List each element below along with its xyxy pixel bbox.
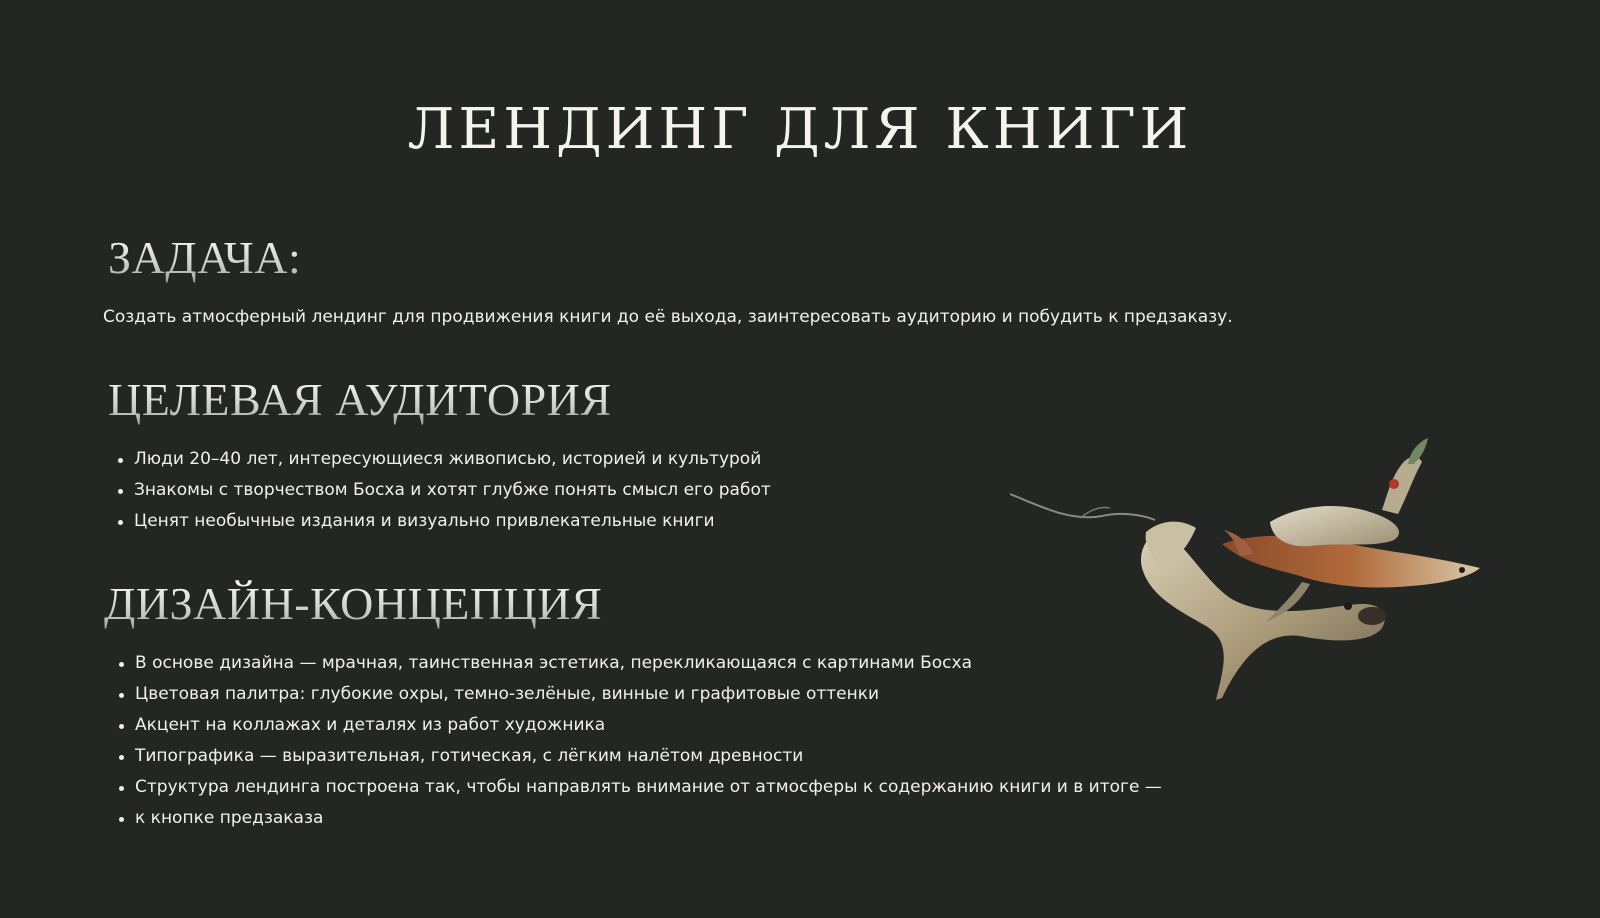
task-heading: ЗАДАЧА: <box>108 230 301 286</box>
design-item: Типографика — выразительная, готическая, с лёгким налётом древности <box>118 741 1162 772</box>
audience-list <box>117 444 771 537</box>
fish-creature-icon <box>1010 436 1510 716</box>
audience-item: Знакомы с творчеством Босха и хотят глубже понять смысл его работ <box>117 475 771 506</box>
task-description: Создать атмосферный лендинг для продвижения книги до её выхода, заинтересовать аудиторию и побудить к предзаказу. <box>103 307 1233 327</box>
audience-heading: ЦЕЛЕВАЯ АУДИТОРИЯ <box>108 372 612 428</box>
design-item: Акцент на коллажах и деталях из работ художника <box>118 710 1162 741</box>
audience-item: Люди 20–40 лет, интересующиеся живописью, историей и культурой <box>117 444 771 475</box>
audience-item: Ценят необычные издания и визуально привлекательные книги <box>117 506 771 537</box>
design-item: Структура лендинга построена так, чтобы направлять внимание от атмосферы к содержанию книги и в итоге — <box>118 772 1162 803</box>
design-item: к кнопке предзаказа <box>118 803 1162 834</box>
design-item: Цветовая палитра: глубокие охры, темно-зелёные, винные и графитовые оттенки <box>118 679 1162 710</box>
design-item: В основе дизайна — мрачная, таинственная эстетика, перекликающаяся с картинами Босха <box>118 648 1162 679</box>
design-concept-list <box>118 648 1162 834</box>
design-concept-heading: ДИЗАЙН-КОНЦЕПЦИЯ <box>104 576 602 632</box>
page-title: ЛЕНДИНГ ДЛЯ КНИГИ <box>407 97 1193 162</box>
bosch-fish-illustration <box>1010 436 1510 716</box>
